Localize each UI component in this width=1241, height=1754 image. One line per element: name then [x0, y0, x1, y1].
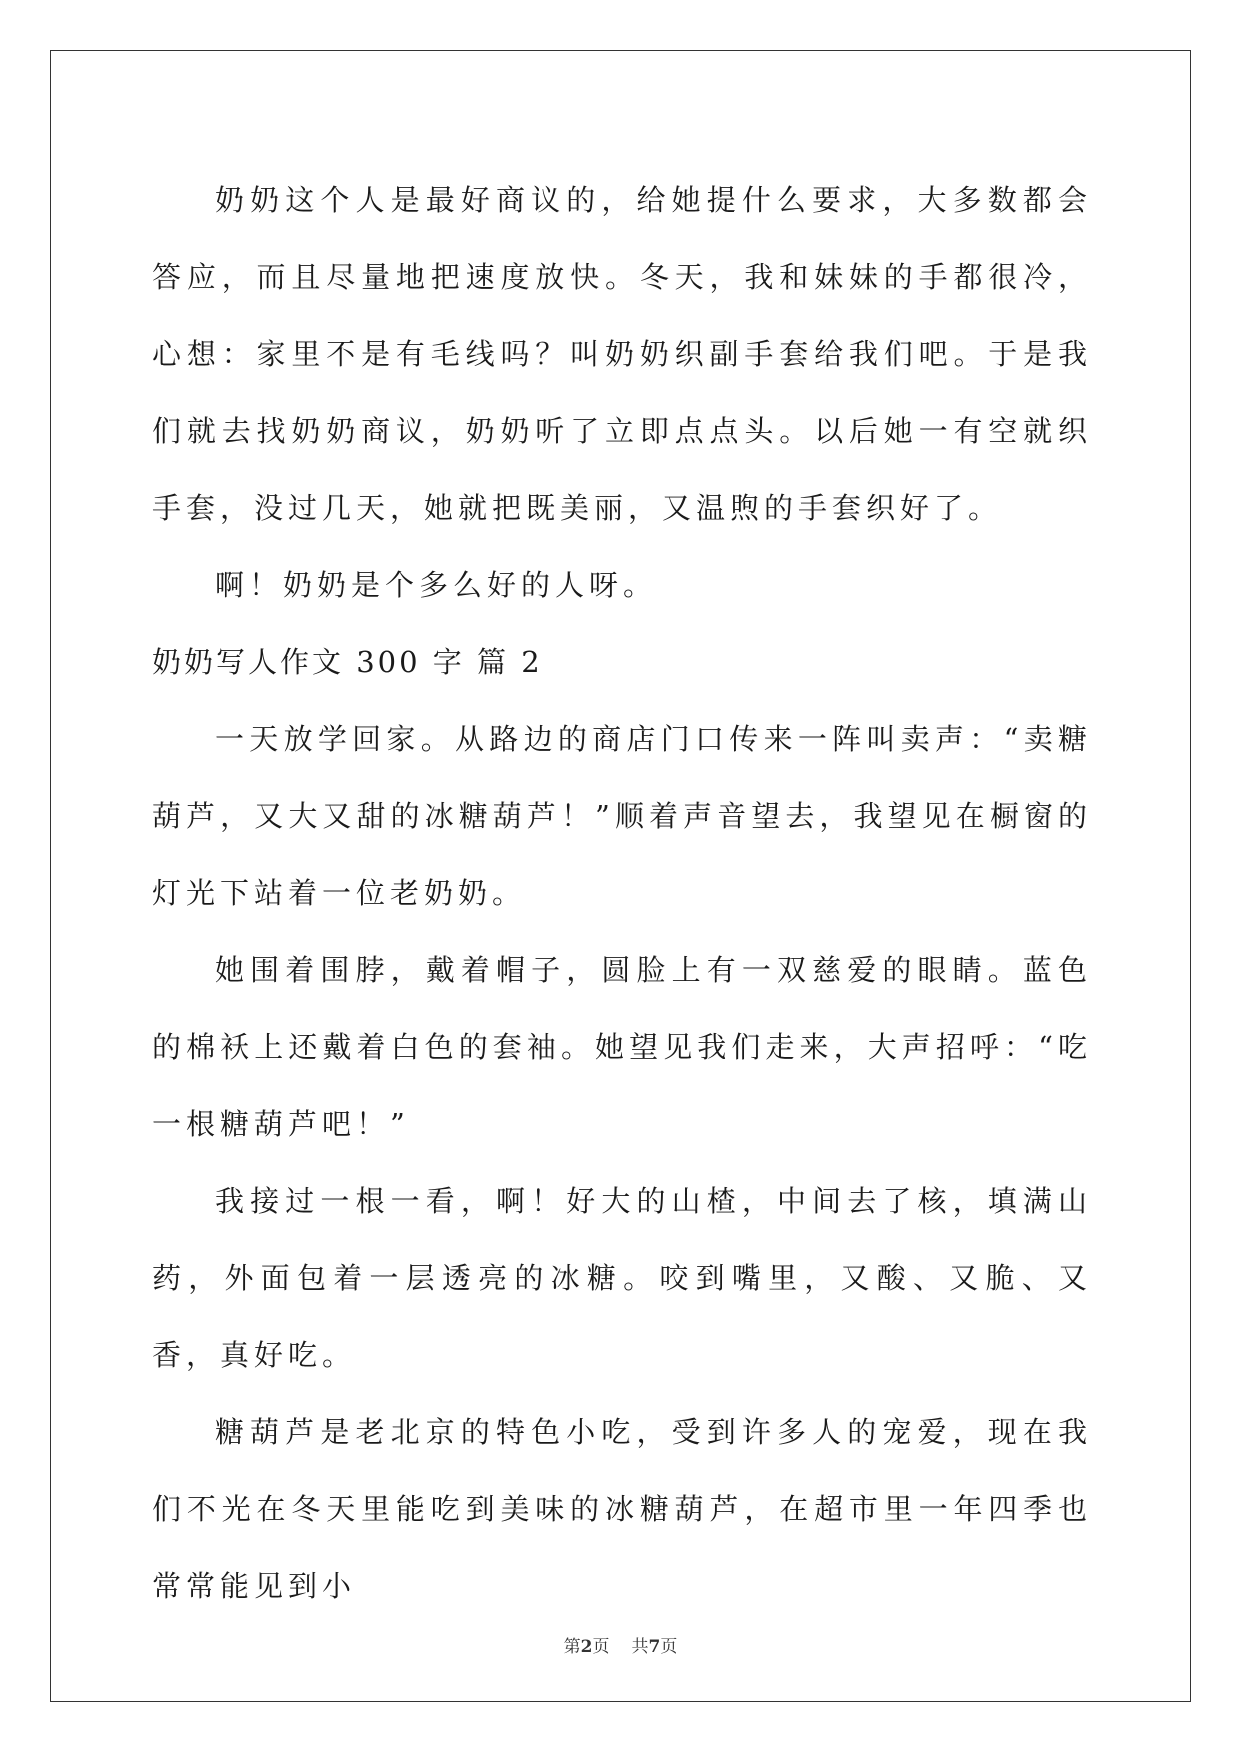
footer-total-number: 7	[648, 1637, 661, 1657]
paragraph-exclamation: 啊！奶奶是个多么好的人呀。	[215, 568, 658, 602]
paragraph-grandma-appearance: 她围着围脖，戴着帽子，圆脸上有一双慈爱的眼睛。蓝色的棉袄上还戴着白色的套袖。她望见我们走来，大声招呼：“吃一根糖葫芦吧！”	[152, 953, 1092, 1141]
document-body	[152, 162, 1092, 1625]
footer-total-prefix: 共	[631, 1637, 649, 1657]
section-heading: 奶奶写人作文 300 字 篇 2	[152, 645, 543, 679]
paragraph-street-vendor: 一天放学回家。从路边的商店门口传来一阵叫卖声：“卖糖葫芦，又大又甜的冰糖葫芦！”顺着声音望去，我望见在橱窗的灯光下站着一位老奶奶。	[152, 722, 1092, 910]
footer-page-prefix: 第	[563, 1637, 581, 1657]
footer-total-suffix: 页	[660, 1637, 678, 1657]
footer-page-suffix: 页	[592, 1637, 610, 1657]
paragraph-tasting: 我接过一根一看，啊！好大的山楂，中间去了核，填满山药，外面包着一层透亮的冰糖。咬到嘴里，又酸、又脆、又香，真好吃。	[152, 1184, 1092, 1372]
page-footer	[0, 1632, 1241, 1657]
footer-page-number: 2	[580, 1637, 593, 1657]
paragraph-beijing-snack: 糖葫芦是老北京的特色小吃，受到许多人的宠爱，现在我们不光在冬天里能吃到美味的冰糖葫芦，在超市里一年四季也常常能见到小	[152, 1415, 1092, 1603]
paragraph-grandma-gloves: 奶奶这个人是最好商议的，给她提什么要求，大多数都会答应，而且尽量地把速度放快。冬天，我和妹妹的手都很冷，心想：家里不是有毛线吗？叫奶奶织副手套给我们吧。于是我们就去找奶奶商议，奶奶听了立即点点头。以后她一有空就织手套，没过几天，她就把既美丽，又温煦的手套织好了。	[152, 183, 1092, 525]
